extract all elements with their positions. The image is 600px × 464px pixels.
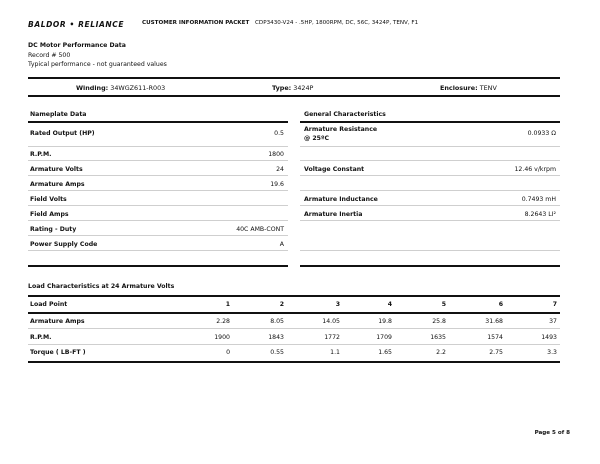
nameplate-row-label: R.P.M. [30, 151, 52, 158]
load-cell: 1772 [324, 334, 340, 341]
record-number: Record # 500 [28, 52, 71, 59]
type-field [272, 84, 313, 92]
brand-logo: BALDOR • RELIANCE [28, 20, 125, 29]
general-row-label: Armature Inertia [304, 211, 363, 218]
load-column-header: 2 [279, 301, 284, 308]
nameplate-row-label: Field Amps [30, 211, 69, 218]
row-divider [300, 146, 560, 147]
load-row-label: Torque ( LB-FT ) [30, 349, 86, 356]
load-cell: 2.75 [489, 349, 503, 356]
general-row-value: 8.2643 LI² [524, 211, 556, 218]
load-header-rule [28, 312, 560, 314]
nameplate-row-value: 1800 [268, 151, 284, 158]
load-cell: 14.05 [322, 318, 340, 325]
enclosure-field [440, 84, 497, 92]
load-cell: 2.2 [436, 349, 446, 356]
page-number: Page 5 of 8 [534, 430, 570, 436]
load-cell: 1.1 [330, 349, 340, 356]
row-divider [300, 190, 560, 191]
packet-title: CUSTOMER INFORMATION PACKET [142, 20, 250, 26]
general-heading-rule [300, 121, 560, 123]
nameplate-row-value: 19.6 [270, 181, 284, 188]
load-column-header: 5 [441, 301, 446, 308]
general-row-label-secondary: @ 25ºC [304, 135, 329, 142]
row-divider [28, 344, 560, 345]
row-divider [28, 146, 288, 147]
nameplate-heading-rule [28, 121, 288, 123]
nameplate-row-value: 40C AMB-CONT [236, 226, 284, 233]
nameplate-row-label: Armature Volts [30, 166, 83, 173]
load-cell: 3.3 [547, 349, 557, 356]
nameplate-row-value: 0.5 [274, 130, 284, 137]
load-column-header: Load Point [30, 301, 68, 308]
summary-bottom-rule [28, 95, 560, 97]
load-cell: 8.05 [270, 318, 284, 325]
row-divider [28, 175, 288, 176]
load-bottom-rule [28, 361, 560, 363]
load-column-header: 1 [225, 301, 230, 308]
product-description: CDP3430-V24 - .5HP, 1800RPM, DC, 56C, 3424P, TENV, F1 [255, 20, 419, 26]
general-row-label: Armature Resistance [304, 126, 378, 133]
nameplate-heading: Nameplate Data [30, 111, 87, 118]
general-bottom-rule [300, 265, 560, 267]
load-cell: 0 [226, 349, 230, 356]
load-top-rule [28, 295, 560, 297]
type-value: 3424P [293, 84, 314, 92]
general-heading: General Characteristics [304, 111, 386, 118]
row-divider [28, 250, 288, 251]
load-cell: 0.55 [270, 349, 284, 356]
nameplate-row-label: Power Supply Code [30, 241, 98, 248]
general-row-value: 0.7493 mH [521, 196, 556, 203]
load-cell: 2.28 [216, 318, 230, 325]
load-heading: Load Characteristics at 24 Armature Volts [28, 283, 175, 290]
row-divider [28, 160, 288, 161]
winding-value: 34WGZ611-R003 [110, 84, 166, 92]
row-divider [28, 190, 288, 191]
load-column-header: 3 [335, 301, 340, 308]
enclosure-value: TENV [479, 84, 497, 92]
nameplate-row-label: Rated Output (HP) [30, 130, 95, 137]
row-divider [300, 250, 560, 251]
row-divider [28, 205, 288, 206]
row-divider [28, 235, 288, 236]
nameplate-row-label: Armature Amps [30, 181, 85, 188]
row-divider [300, 205, 560, 206]
nameplate-bottom-rule [28, 265, 288, 267]
load-cell: 1900 [214, 334, 230, 341]
load-column-header: 7 [552, 301, 557, 308]
load-cell: 1.65 [378, 349, 392, 356]
report-heading: DC Motor Performance Data [28, 42, 126, 49]
load-column-header: 6 [498, 301, 503, 308]
load-cell: 1843 [268, 334, 284, 341]
general-row-value: 0.0933 Ω [527, 130, 556, 137]
load-cell: 31.68 [485, 318, 503, 325]
type-label: Type: [272, 84, 292, 92]
disclaimer-note: Typical performance - not guaranteed values [28, 61, 167, 68]
enclosure-label: Enclosure: [440, 84, 478, 92]
load-row-label: Armature Amps [30, 318, 85, 325]
load-cell: 1635 [430, 334, 446, 341]
nameplate-row-label: Rating - Duty [30, 226, 77, 233]
row-divider [300, 160, 560, 161]
winding-field [76, 84, 165, 92]
row-divider [300, 175, 560, 176]
summary-top-rule [28, 77, 560, 79]
winding-label: Winding: [76, 84, 109, 92]
nameplate-row-value: 24 [276, 166, 284, 173]
row-divider [28, 220, 288, 221]
general-row-label: Voltage Constant [304, 166, 365, 173]
load-cell: 1574 [487, 334, 503, 341]
load-cell: 25.8 [432, 318, 446, 325]
general-row-label: Armature Inductance [304, 196, 378, 203]
general-row-value: 12.46 v/krpm [514, 166, 556, 173]
load-cell: 1493 [541, 334, 557, 341]
nameplate-row-label: Field Volts [30, 196, 67, 203]
load-cell: 19.8 [378, 318, 392, 325]
nameplate-row-value: A [279, 241, 284, 248]
row-divider [28, 328, 560, 329]
load-cell: 37 [549, 318, 557, 325]
load-cell: 1709 [376, 334, 392, 341]
row-divider [300, 220, 560, 221]
load-column-header: 4 [387, 301, 392, 308]
load-row-label: R.P.M. [30, 334, 52, 341]
